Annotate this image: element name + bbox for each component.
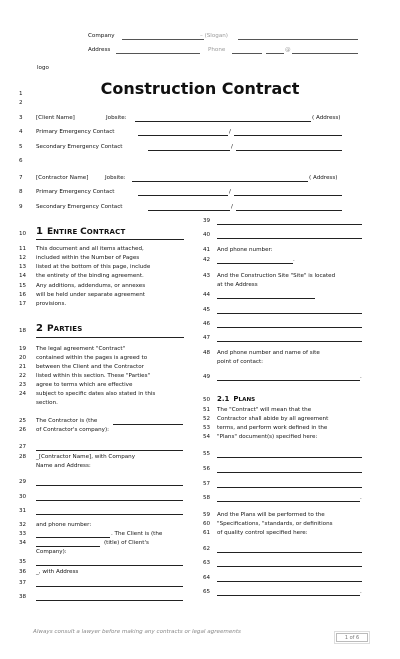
- period: .: [360, 495, 362, 501]
- page-title: Construction Contract: [100, 79, 300, 98]
- line-number: 37: [19, 580, 27, 586]
- company-field[interactable]: [122, 39, 204, 40]
- line-number: 31: [19, 508, 27, 514]
- client-jobsite-label: Jobsite:: [106, 115, 127, 121]
- plans-field[interactable]: [217, 487, 362, 488]
- line-number: 14: [19, 273, 27, 279]
- contractor-primary-contact-field[interactable]: [138, 195, 228, 196]
- line-number: 35: [19, 559, 27, 565]
- line-number: 44: [203, 292, 211, 298]
- and-phone-label: and phone number:: [36, 522, 92, 528]
- footer-note: Always consult a lawyer before making any contracts or legal agreements: [33, 629, 241, 635]
- line-number: 7: [19, 175, 23, 181]
- section-2-text: agree to terms which are effective: [36, 382, 133, 388]
- section-2-text: contained within the pages is agreed to: [36, 355, 148, 361]
- plans-text: "Plans" document(s) specified here:: [217, 434, 318, 440]
- contractor-jobsite-label: Jobsite:: [105, 175, 126, 181]
- contractor-jobsite-field[interactable]: [132, 181, 308, 182]
- plans-text: Contractor shall abide by all agreement: [217, 416, 329, 422]
- section-number: 1: [36, 226, 43, 237]
- line-number: 15: [19, 283, 27, 289]
- contractor-name-line: _[Contractor Name], with Company: [36, 454, 136, 460]
- line-number: 8: [19, 189, 23, 195]
- contractor-primary-phone-field[interactable]: [234, 195, 342, 196]
- with-address-label: _, with Address: [36, 569, 79, 575]
- line-number: 10: [19, 231, 27, 237]
- line-number: 1: [19, 91, 23, 97]
- line-number: 39: [203, 218, 211, 224]
- line-number: 58: [203, 495, 211, 501]
- section-2-text: section.: [36, 400, 58, 406]
- line-number: 48: [203, 350, 211, 356]
- and-phone-label: And phone number:: [217, 247, 273, 253]
- line-number: 41: [203, 247, 211, 253]
- line-number: 17: [19, 301, 27, 307]
- line-number: 53: [203, 425, 211, 431]
- line-number: 54: [203, 434, 211, 440]
- site-contact-text: And phone number and name of site: [217, 350, 320, 356]
- address-label: Address: [88, 47, 111, 53]
- line-number: 65: [203, 589, 211, 595]
- line-number: 29: [19, 479, 27, 485]
- company-label: Company: [88, 33, 115, 39]
- contractor-name-placeholder: [Contractor Name]: [36, 175, 89, 181]
- slash: /: [229, 189, 231, 195]
- client-name-placeholder: [Client Name]: [36, 115, 75, 121]
- line-number: 59: [203, 512, 211, 518]
- at-sign: @: [285, 47, 291, 53]
- phone-label: Phone: [208, 47, 226, 53]
- client-address-field[interactable]: [217, 238, 362, 239]
- section-1-text: provisions.: [36, 301, 67, 307]
- client-secondary-contact-field[interactable]: [148, 150, 230, 151]
- plans-text: The "Contract" will mean that the: [217, 407, 312, 413]
- specifications-text: of quality control specified here:: [217, 530, 308, 536]
- client-primary-phone-field[interactable]: [234, 135, 342, 136]
- line-number: 25: [19, 418, 27, 424]
- line-number: 52: [203, 416, 211, 422]
- line-number: 50: [203, 397, 211, 403]
- contractor-secondary-contact-field[interactable]: [148, 210, 230, 211]
- specifications-field[interactable]: [217, 581, 362, 582]
- slogan-field[interactable]: [238, 39, 358, 40]
- client-address-field[interactable]: [36, 600, 183, 601]
- line-number: 34: [19, 540, 27, 546]
- site-contact-text: point of contact:: [217, 359, 264, 365]
- contractor-address-tag: ( Address): [309, 175, 338, 181]
- company-label: Company):: [36, 549, 67, 555]
- line-number: 62: [203, 546, 211, 552]
- section-2-1-heading: 2.1 PLANS: [217, 395, 256, 403]
- line-number: 56: [203, 466, 211, 472]
- line-number: 61: [203, 530, 211, 536]
- client-primary-contact-label: Primary Emergency Contact: [36, 129, 115, 135]
- line-number: 5: [19, 144, 23, 150]
- name-and-address-label: Name and Address:: [36, 463, 91, 469]
- slash: /: [229, 129, 231, 135]
- section-number: 2: [36, 323, 43, 334]
- slogan-label: – (Slogan): [200, 33, 228, 39]
- line-number: 42: [203, 257, 211, 263]
- client-address-field[interactable]: [217, 224, 362, 225]
- client-phone-field[interactable]: [217, 263, 293, 264]
- specifications-text: "Specifications, "standards, or definitions: [217, 521, 333, 527]
- client-address-tag: ( Address): [312, 115, 341, 121]
- email-user-field[interactable]: [266, 53, 284, 54]
- specifications-field[interactable]: [217, 595, 360, 596]
- section-2-heading: 2 PARTIES: [36, 323, 83, 334]
- client-secondary-phone-field[interactable]: [236, 150, 342, 151]
- line-number: 18: [19, 328, 27, 334]
- line-number: 27: [19, 444, 27, 450]
- line-number: 55: [203, 451, 211, 457]
- slash: /: [231, 144, 233, 150]
- client-jobsite-field[interactable]: [135, 121, 311, 122]
- line-number: 46: [203, 321, 211, 327]
- section-1-text: This document and all items attached,: [36, 246, 144, 252]
- line-number: 19: [19, 346, 27, 352]
- email-domain-field[interactable]: [292, 53, 358, 54]
- period: .: [293, 257, 295, 263]
- plans-text: terms, and perform work defined in the: [217, 425, 328, 431]
- line-number: 51: [203, 407, 211, 413]
- line-number: 11: [19, 246, 27, 252]
- client-company-field[interactable]: [36, 565, 183, 566]
- contractor-secondary-phone-field[interactable]: [236, 210, 342, 211]
- line-number: 64: [203, 575, 211, 581]
- line-number: 26: [19, 427, 27, 433]
- section-divider: [36, 239, 184, 240]
- line-number: 24: [19, 391, 27, 397]
- line-number: 22: [19, 373, 27, 379]
- section-1-text: the entirety of the binding agreement.: [36, 273, 144, 279]
- plans-field[interactable]: [217, 472, 362, 473]
- line-number: 16: [19, 292, 27, 298]
- line-number: 43: [203, 273, 211, 279]
- line-number: 28: [19, 454, 27, 460]
- contractor-title-field[interactable]: [113, 424, 183, 425]
- line-number: 33: [19, 531, 27, 537]
- specifications-text: And the Plans will be performed to the: [217, 512, 325, 518]
- logo: logo: [37, 65, 49, 71]
- site-location-text: at the Address: [217, 282, 258, 288]
- line-number: 32: [19, 522, 27, 528]
- plans-field[interactable]: [217, 457, 362, 458]
- line-number: 3: [19, 115, 23, 121]
- client-is-label: . The Client is (the: [111, 531, 163, 537]
- client-address-field[interactable]: [36, 586, 183, 587]
- section-1-text: listed at the bottom of this page, include: [36, 264, 151, 270]
- period: .: [360, 374, 362, 380]
- line-number: 30: [19, 494, 27, 500]
- line-number: 2: [19, 100, 23, 106]
- line-number: 57: [203, 481, 211, 487]
- client-secondary-contact-label: Secondary Emergency Contact: [36, 144, 123, 150]
- contractor-address-field[interactable]: [36, 500, 183, 501]
- line-number: 4: [19, 129, 23, 135]
- line-number: 45: [203, 307, 211, 313]
- contractor-address-field[interactable]: [36, 485, 183, 486]
- contractor-secondary-contact-label: Secondary Emergency Contact: [36, 204, 123, 210]
- blank-line-field[interactable]: [36, 450, 183, 451]
- address-field[interactable]: [116, 53, 200, 54]
- specifications-field[interactable]: [217, 552, 362, 553]
- site-address-field[interactable]: [217, 341, 362, 342]
- section-1-text: will be held under separate agreement: [36, 292, 145, 298]
- title-of-client-label: (title) of Client's: [104, 540, 149, 546]
- section-1-heading: 1 ENTIRE CONTRACT: [36, 226, 126, 237]
- line-number: 36: [19, 569, 27, 575]
- slash: /: [231, 204, 233, 210]
- site-address-field[interactable]: [217, 313, 362, 314]
- of-contractor-company-label: of Contractor's company):: [36, 427, 110, 433]
- section-1-text: included within the Number of Pages: [36, 255, 140, 261]
- contractor-phone-field[interactable]: [36, 537, 110, 538]
- line-number: 21: [19, 364, 27, 370]
- section-2-text: subject to specific dates also stated in this: [36, 391, 156, 397]
- line-number: 38: [19, 594, 27, 600]
- line-number: 49: [203, 374, 211, 380]
- section-2-text: The legal agreement "Contract": [36, 346, 126, 352]
- site-location-text: And the Construction Site "Site" is located: [217, 273, 336, 279]
- specifications-field[interactable]: [217, 566, 362, 567]
- client-primary-contact-field[interactable]: [138, 135, 228, 136]
- site-contact-field[interactable]: [217, 380, 360, 381]
- line-number: 9: [19, 204, 23, 210]
- line-number: 40: [203, 232, 211, 238]
- contractor-address-field[interactable]: [36, 514, 183, 515]
- section-divider: [36, 337, 184, 338]
- line-number: 47: [203, 335, 211, 341]
- contractor-is-label: The Contractor is (the: [36, 418, 98, 424]
- plans-field[interactable]: [217, 501, 360, 502]
- section-2-text: between the Client and the Contractor: [36, 364, 144, 370]
- section-number: 2.1: [217, 395, 230, 403]
- phone-field[interactable]: [232, 53, 262, 54]
- line-number: 13: [19, 264, 27, 270]
- site-address-field[interactable]: [217, 327, 362, 328]
- line-number: 60: [203, 521, 211, 527]
- contractor-primary-contact-label: Primary Emergency Contact: [36, 189, 115, 195]
- section-2-text: listed within this section. These "Parties": [36, 373, 151, 379]
- section-1-text: Any additions, addendums, or annexes: [36, 283, 146, 289]
- line-number: 23: [19, 382, 27, 388]
- site-address-field[interactable]: [217, 298, 315, 299]
- line-number: 12: [19, 255, 27, 261]
- page-indicator: 1 of 6: [336, 633, 368, 642]
- line-number: 6: [19, 158, 23, 164]
- period: .: [360, 589, 362, 595]
- line-number: 20: [19, 355, 27, 361]
- line-number: 63: [203, 560, 211, 566]
- client-title-field[interactable]: [36, 546, 100, 547]
